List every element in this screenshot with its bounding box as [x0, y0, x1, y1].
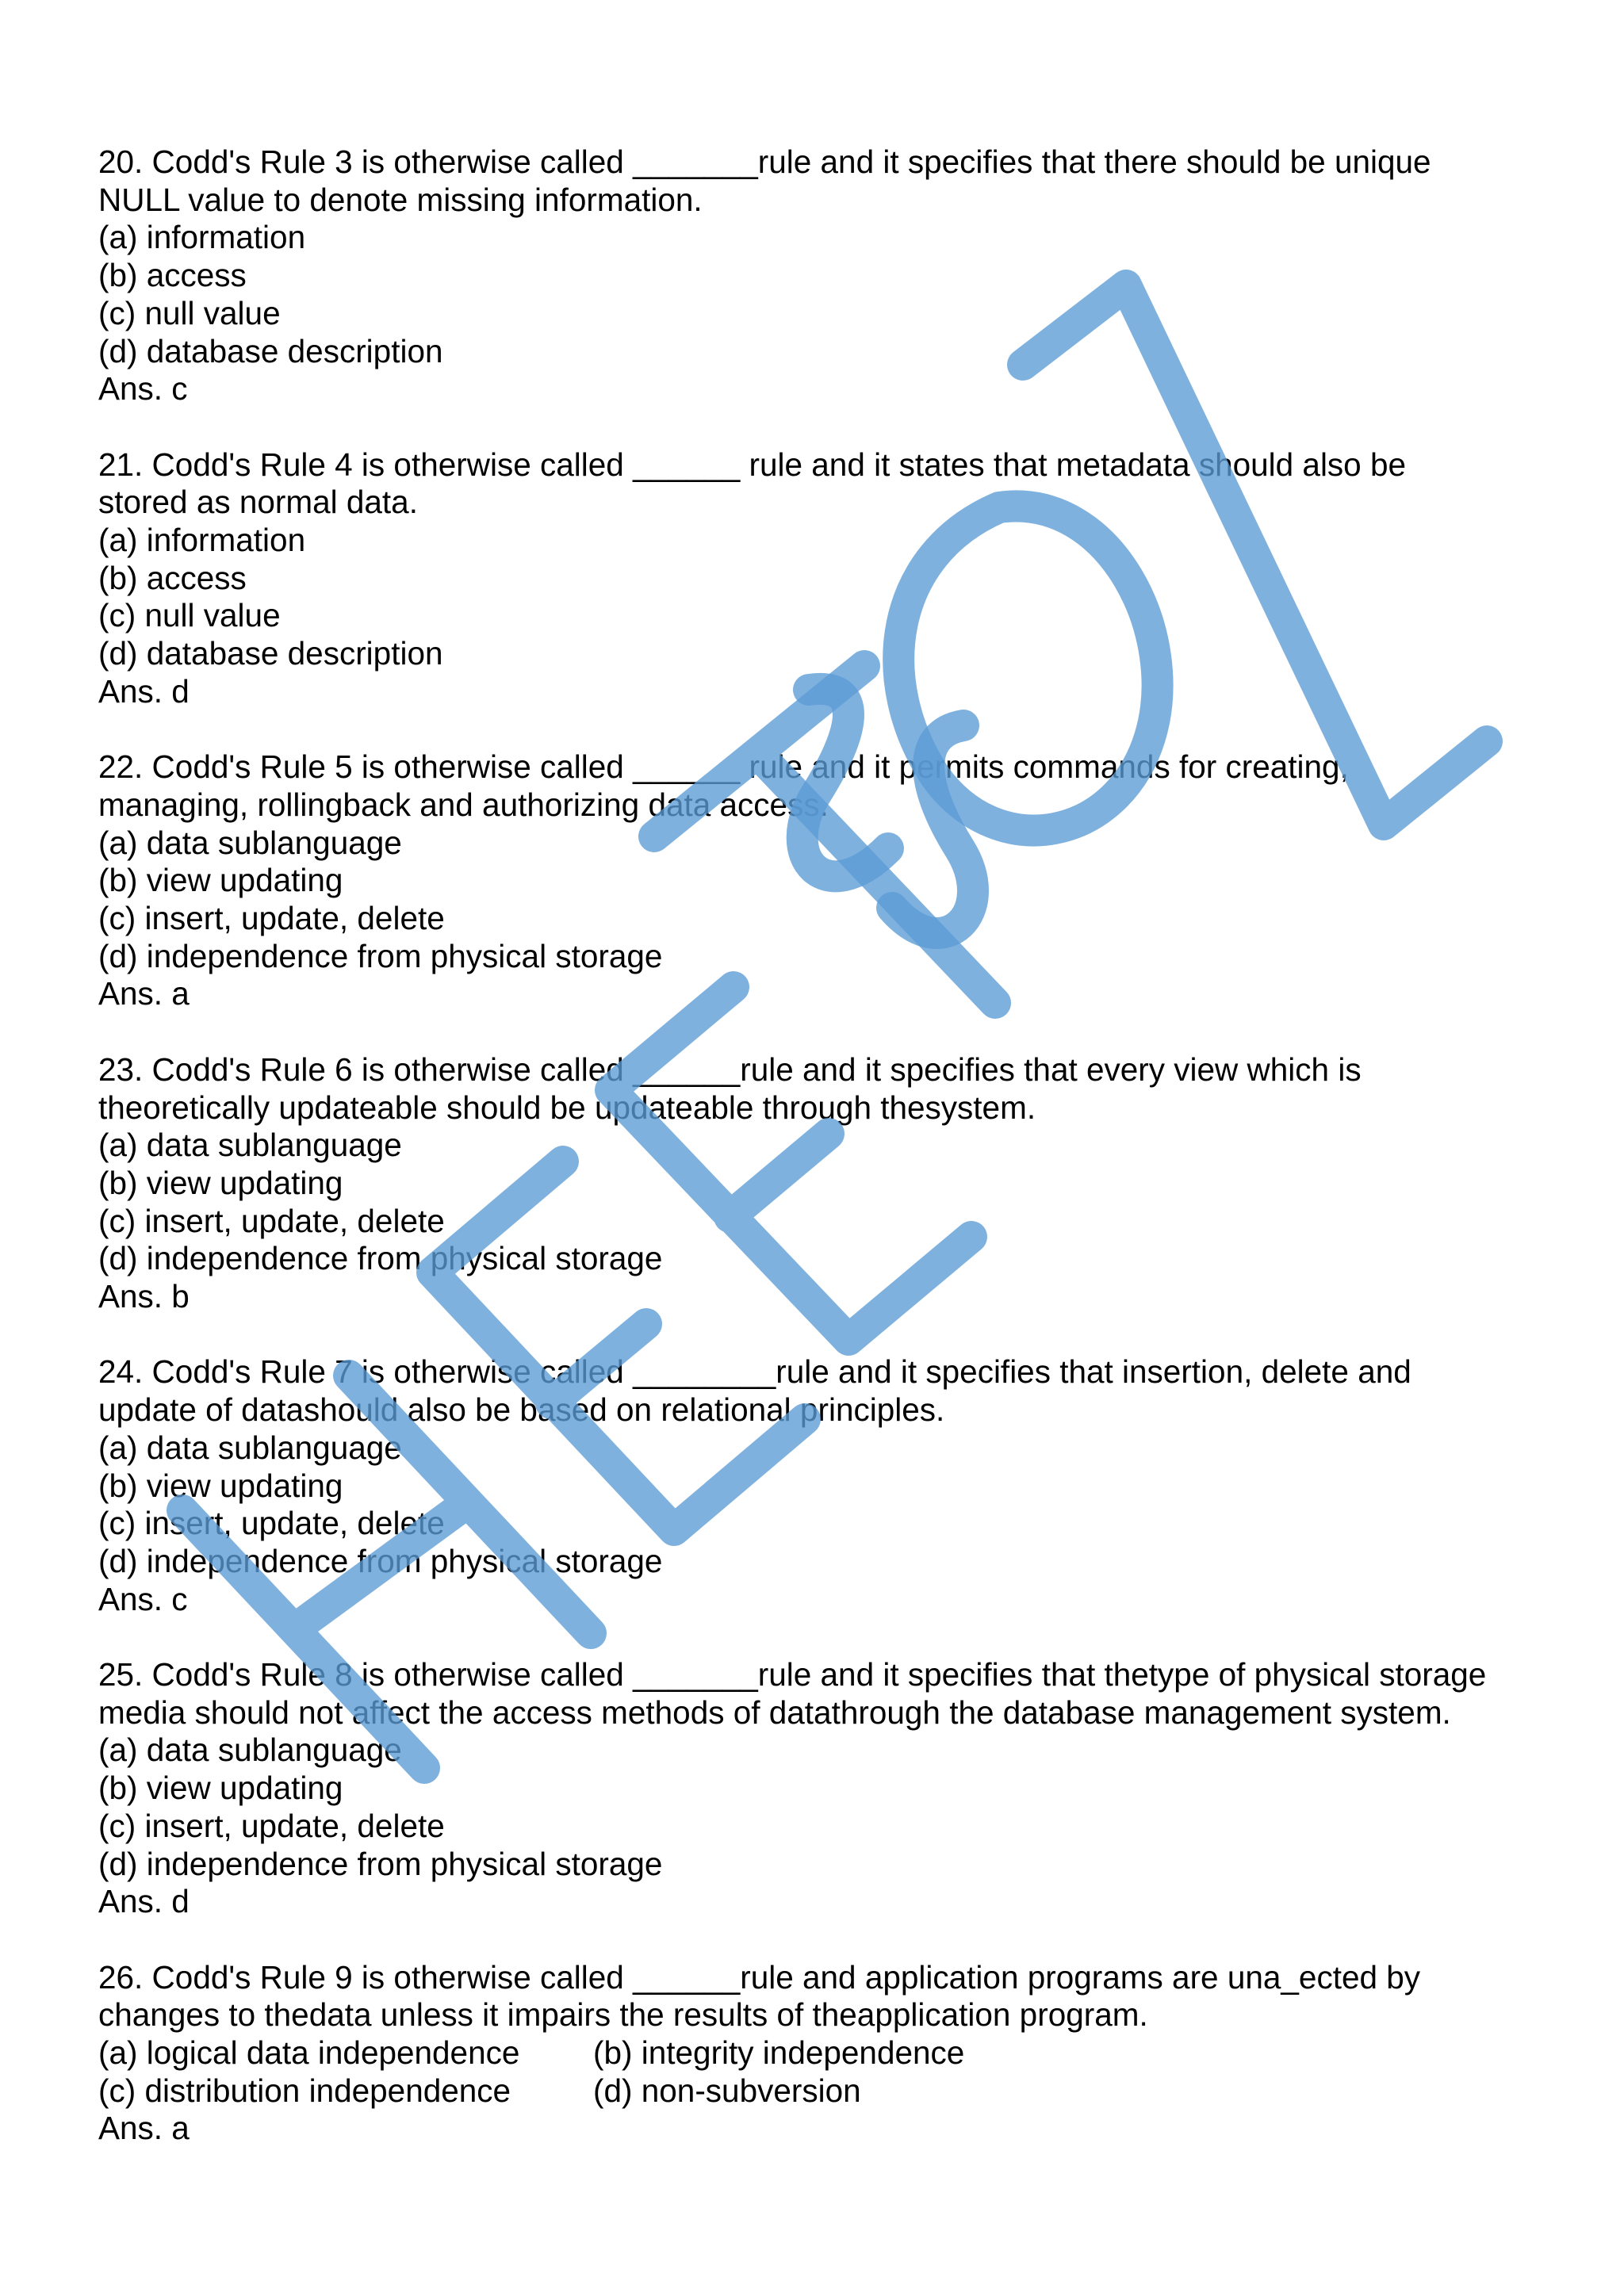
option-a: (a) information — [98, 522, 306, 559]
option-row — [98, 2034, 1542, 2072]
option-b: (b) access — [98, 257, 247, 294]
option-d: (d) database description — [98, 635, 443, 672]
option-c: (c) insert, update, delete — [98, 1505, 445, 1542]
answer: Ans. c — [98, 1580, 188, 1617]
option-d: (d) independence from physical storage — [98, 1845, 663, 1882]
question-24 — [98, 1353, 1542, 1618]
option-a: (a) data sublanguage — [98, 1429, 402, 1466]
option-b: (b) view updating — [98, 1164, 343, 1201]
question-text-line: NULL value to denote missing information. — [98, 181, 703, 218]
question-text-line: stored as normal data. — [98, 484, 418, 521]
question-text-line: 24. Codd's Rule 7 is otherwise called ________rule and it specifies that insertion, delete and — [98, 1353, 1411, 1391]
option-b: (b) view updating — [98, 862, 343, 899]
option-c: (c) null value — [98, 294, 281, 331]
question-text-line: managing, rollingback and authorizing data access. — [98, 786, 829, 823]
option-row — [98, 2072, 1542, 2110]
question-text-line: update of datashould also be based on relational principles. — [98, 1391, 945, 1429]
option-d: (d) independence from physical storage — [98, 1542, 663, 1579]
question-text-line: 20. Codd's Rule 3 is otherwise called _______rule and it specifies that there should be unique — [98, 144, 1431, 180]
answer: Ans. a — [98, 2110, 190, 2147]
question-text-line: 26. Codd's Rule 9 is otherwise called ______rule and application programs are una_ected by — [98, 1958, 1421, 1996]
option-d: (d) independence from physical storage — [98, 937, 663, 974]
question-text-line: 22. Codd's Rule 5 is otherwise called ______ rule and it permits commands for creating, — [98, 748, 1349, 786]
option-c: (c) insert, update, delete — [98, 900, 445, 937]
question-list — [98, 144, 1542, 2148]
answer: Ans. d — [98, 672, 190, 710]
option-c: (c) null value — [98, 597, 281, 634]
question-text-line: 21. Codd's Rule 4 is otherwise called ______ rule and it states that metadata should also be — [98, 446, 1407, 483]
option-a: (a) data sublanguage — [98, 1127, 402, 1164]
option-b: (b) view updating — [98, 1467, 343, 1504]
question-26 — [98, 1959, 1542, 2149]
option-d: (d) database description — [98, 332, 443, 369]
option-d: (d) non-subversion — [593, 2072, 861, 2109]
question-21 — [98, 446, 1542, 711]
option-a: (a) data sublanguage — [98, 1732, 402, 1769]
question-23 — [98, 1051, 1542, 1316]
question-22 — [98, 748, 1542, 1013]
answer: Ans. d — [98, 1883, 190, 1920]
option-b: (b) access — [98, 559, 247, 596]
question-text-line: changes to thedata unless it impairs the results of theapplication program. — [98, 1996, 1148, 2034]
question-25 — [98, 1656, 1542, 1921]
option-b: (b) integrity independence — [593, 2034, 965, 2072]
answer: Ans. c — [98, 370, 188, 408]
question-text-line: 23. Codd's Rule 6 is otherwise called ______rule and it specifies that every view which is — [98, 1050, 1362, 1088]
question-text-line: 25. Codd's Rule 8 is otherwise called _______rule and it specifies that thetype of physical storage — [98, 1656, 1487, 1693]
question-20 — [98, 144, 1542, 408]
question-text-line: theoretically updateable should be updateable through thesystem. — [98, 1089, 1036, 1126]
option-a: (a) information — [98, 219, 306, 256]
question-text-line: media should not affect the access methods of datathrough the database management system. — [98, 1693, 1451, 1731]
option-c: (c) distribution independence — [98, 2072, 511, 2109]
option-a: (a) data sublanguage — [98, 824, 402, 861]
option-a: (a) logical data independence — [98, 2034, 520, 2072]
option-d: (d) independence from physical storage — [98, 1240, 663, 1277]
answer: Ans. b — [98, 1278, 190, 1315]
option-c: (c) insert, update, delete — [98, 1807, 445, 1844]
option-c: (c) insert, update, delete — [98, 1202, 445, 1239]
answer: Ans. a — [98, 975, 190, 1012]
option-b: (b) view updating — [98, 1770, 343, 1807]
